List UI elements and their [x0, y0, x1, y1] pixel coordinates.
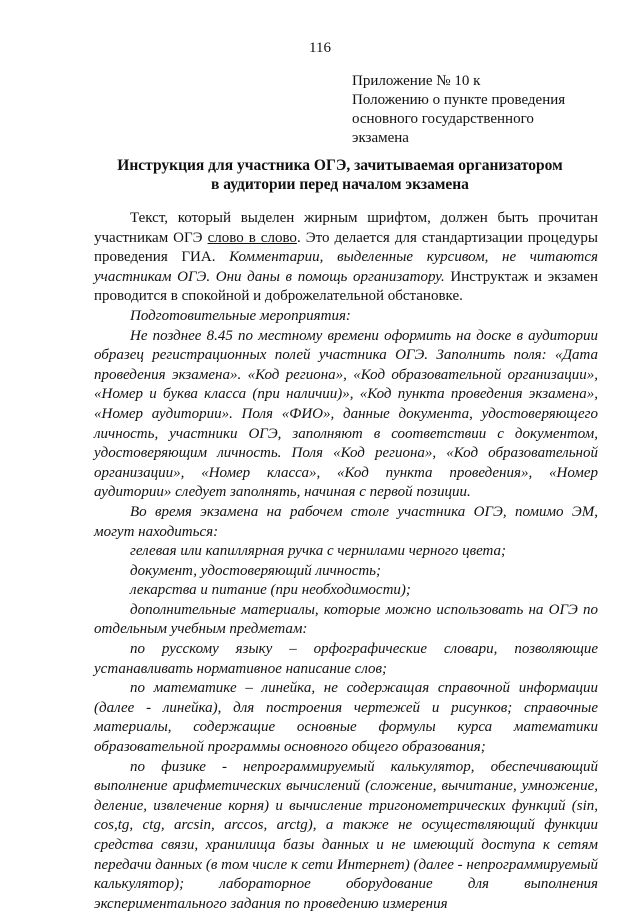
list-item: лекарства и питание (при необходимости);: [130, 582, 411, 599]
appendix-line: основного государственного: [352, 111, 534, 127]
list-item: гелевая или капиллярная ручка с чернилами черного цвета;: [130, 543, 507, 560]
list-item: по математике – линейка, не содержащая справочной информации (далее - линейка), для построения чертежей и рисунков; справочные материалы, содержащие основные формулы курса математики образовательной программы основного общего образования;: [94, 680, 598, 756]
document-title: [60, 156, 620, 194]
intro-text: . Это делается для стандартизации процедуры проведения ГИА.: [94, 229, 598, 266]
paragraph: Во время экзамена на рабочем столе участника ОГЭ, помимо ЭМ, могут находиться:: [94, 503, 598, 540]
page-number: 116: [309, 40, 331, 56]
title-line: в аудитории перед началом экзамена: [211, 176, 469, 193]
appendix-line: Приложение № 10 к: [352, 73, 481, 89]
document-body: [94, 209, 598, 914]
appendix-line: Положению о пункте проведения: [352, 92, 566, 108]
list-item: дополнительные материалы, которые можно использовать на ОГЭ по отдельным учебным предметам:: [94, 601, 598, 638]
appendix-reference: [352, 72, 565, 148]
intro-paragraph: [94, 209, 598, 307]
intro-text: Текст, который выделен жирным шрифтом, должен быть прочитан участникам ОГЭ: [94, 210, 598, 246]
intro-text: Инструктаж и экзамен проводится в спокойной и доброжелательной обстановке.: [94, 268, 598, 305]
intro-italic: Комментарии, выделенные курсивом, не читаются участникам ОГЭ. Они даны в помощь организатору.: [94, 249, 598, 285]
paragraph: Не позднее 8.45 по местному времени оформить на доске в аудитории образец регистрационных полей участника ОГЭ. Заполнить поля: «Дата проведения экзамена». «Код региона», «Код образовательной организации», «Номер и буква класса (при наличии)», «Код пункта проведения экзамена», «Номер аудитории». Поля «ФИО», данные документа, удостоверяющего личность, участники ОГЭ, заполняют в соответствии с документом, удостоверяющим личность. Поля «Код региона», «Код образовательной организации», «Номер класса», «Код пункта проведения», «Номер аудитории» следует заполнять, начиная с первой позиции.: [94, 327, 598, 501]
title-line: Инструкция для участника ОГЭ, зачитываемая организатором: [117, 157, 563, 174]
appendix-line: экзамена: [352, 130, 409, 146]
section-heading: Подготовительные мероприятия:: [130, 307, 351, 324]
list-item: документ, удостоверяющий личность;: [130, 562, 382, 579]
intro-underlined: слово в слово: [207, 229, 297, 246]
list-item: по русскому языку – орфографические словари, позволяющие устанавливать нормативное написание слов;: [94, 641, 598, 677]
list-item: по физике - непрограммируемый калькулятор, обеспечивающий выполнение арифметических вычислений (сложение, вычитание, умножение, деление, извлечение корня) и вычисление тригонометрических функций (sin, cos,tg, ctg, arcsin, arccos, arctg), а также не осуществляющий функции средства связи, хранилища базы данных и не имеющий доступа к сетям передачи данных (в том числе к сети Интернет) (далее - непрограммируемый калькулятор); лабораторное оборудование для выполнения экспериментального задания по проведению измерения: [94, 758, 598, 912]
